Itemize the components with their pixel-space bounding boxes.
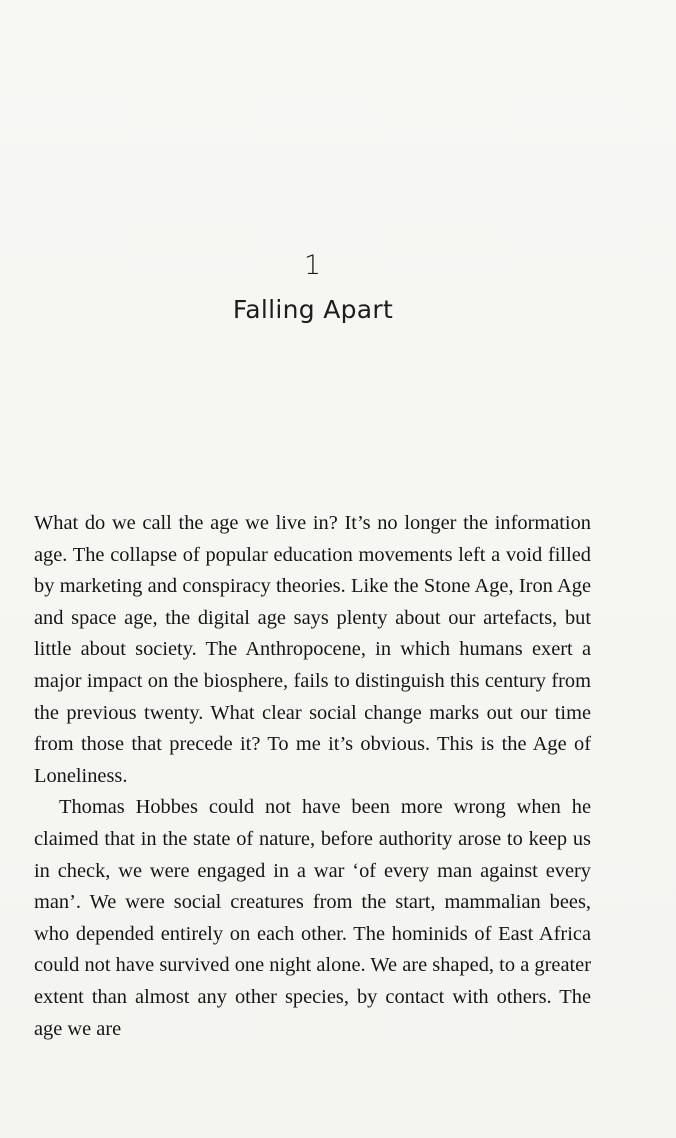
paragraph-2: Thomas Hobbes could not have been more wrong when he claimed that in the state of nature, before authority arose to keep us in check, we were engaged in a war ‘of every man against every man’. We were social creatures from the start, mammalian bees, who depended entirely on each other. The hominids of East Africa could not have survived one night alone. We are shaped, to a greater extent than almost any other species, by contact with others. The age we are xyxy=(34,796,591,1040)
chapter-title: Falling Apart xyxy=(232,295,394,324)
chapter-number: 1 xyxy=(303,250,323,281)
chapter-body xyxy=(34,508,591,1045)
paragraph-1: What do we call the age we live in? It’s no longer the information age. The collapse of popular education movements left a void filled by marketing and conspiracy theories. Like the Stone Age, Iron Age and space age, the digital age says plenty about our artefacts, but little about society. The Anthropocene, in which humans exert a major impact on the biosphere, fails to distinguish this century from the previous twenty. What clear social change marks out our time from those that precede it? To me it’s obvious. This is the Age of Loneliness. xyxy=(34,512,591,787)
